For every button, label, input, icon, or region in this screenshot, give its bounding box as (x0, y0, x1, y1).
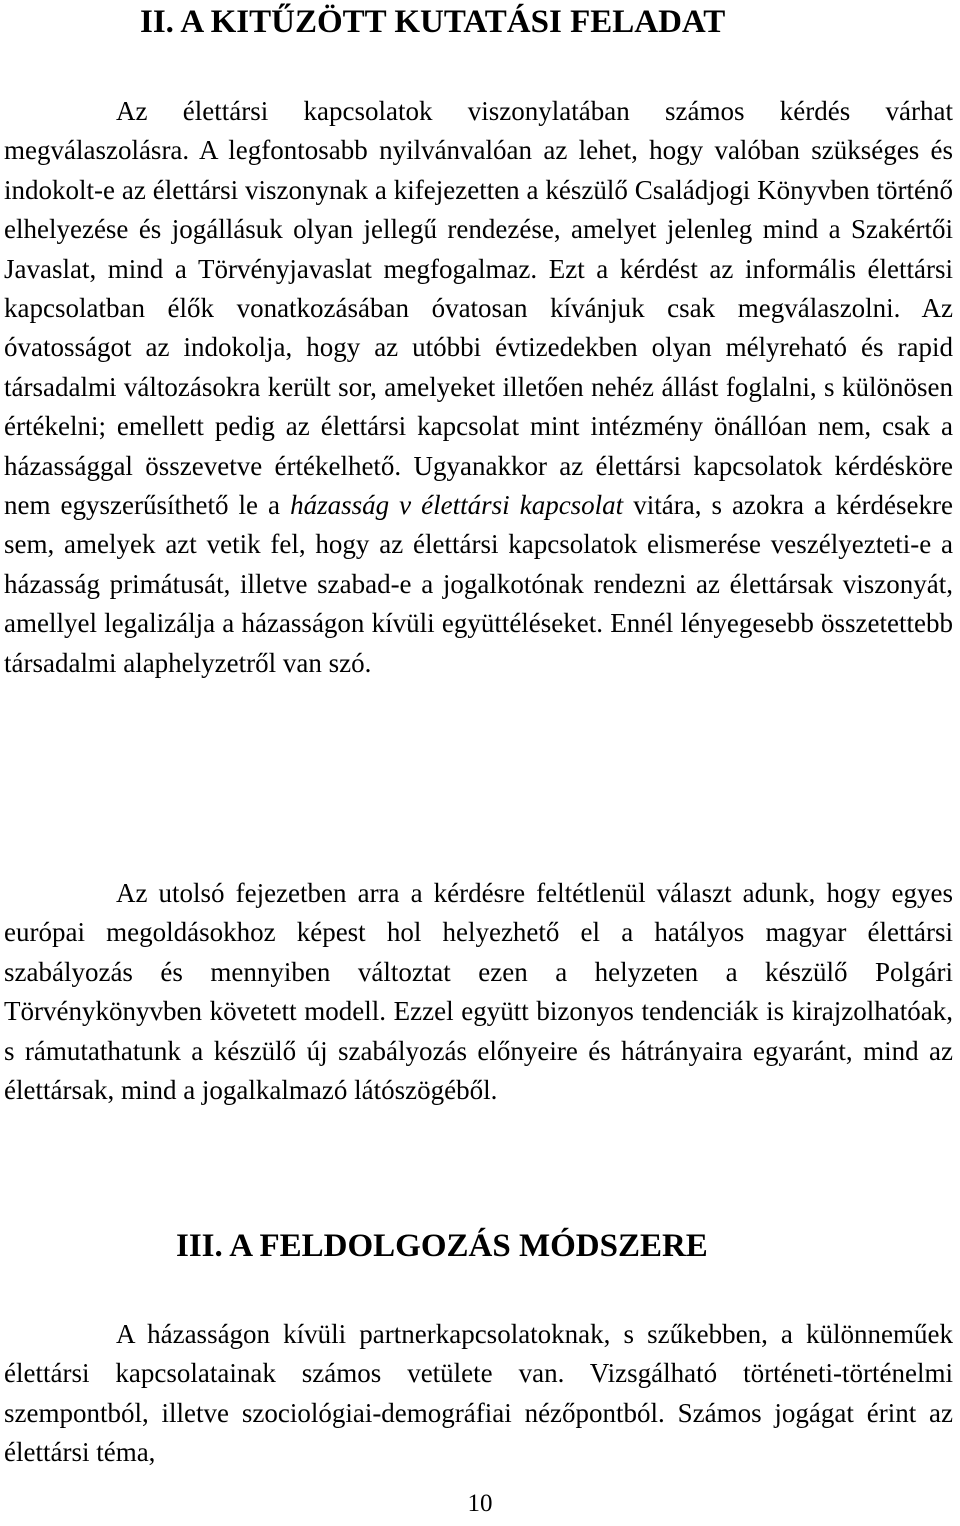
page-number: 10 (467, 1490, 493, 1517)
italic-phrase: házasság v élettársi kapcsolat (290, 490, 624, 521)
section-3-paragraph-1: A házasságon kívüli partnerkapcsolatoknak, s szűkebben, a különneműek élettársi kapcsolatainak számos vetülete van. Vizsgálható történeti-történelmi szempontból, illetve szociológiai-demográfiai nézőpontból. Számos jogágat érint az élettársi téma, (4, 1319, 953, 1468)
paragraph-text: vitára, s azokra a kérdésekre sem, amelyek azt vetik fel, hogy az élettársi kapcsolatok elismerése veszélyezteti-e a házasság primátusát, illetve szabad-e a jogalkotónak rendezni az élettársak viszonyát, amellyel legalizálja a házasságon kívüli együttéléseket. Ennél lényegesebb összetettebb társadalmi alaphelyzetről van szó. (4, 490, 953, 678)
paragraph-text: Az élettársi kapcsolatok viszonylatában számos kérdés várhat megválaszolásra. A legfontosabb nyilvánvalóan az lehet, hogy valóban szükséges és indokolt-e az élettársi viszonynak a kifejezetten a készülő Családjogi Könyvben történő elhelyezése és jogállásuk olyan jellegű rendezése, amelyet jelenleg mind a Szakértői Javaslat, mind a Törvényjavaslat megfogalmaz. Ezt a kérdést az informális élettársi kapcsolatban élők vonatkozásában óvatosan kívánjuk csak megválaszolni. Az óvatosságot az indokolja, hogy az utóbbi évtizedekben olyan mélyreható és rapid társadalmi változásokra került sor, amelyeket illetően nehéz állást foglalni, s különösen értékelni; emellett pedig az élettársi kapcsolat mint intézmény önállóan nem, csak a házassággal összevetve értékelhető. Ugyanakkor az élettársi kapcsolatok kérdésköre nem egyszerűsíthető le a (4, 96, 953, 521)
section-2-heading: II. A KITŰZÖTT KUTATÁSI FELADAT (140, 4, 726, 40)
section-3-heading: III. A FELDOLGOZÁS MÓDSZERE (176, 1228, 708, 1264)
section-2-paragraph-1 (4, 92, 953, 683)
section-2-paragraph-2: Az utolsó fejezetben arra a kérdésre feltétlenül választ adunk, hogy egyes európai megoldásokhoz képest hol helyezhető el a hatályos magyar élettársi szabályozás és mennyiben változtat ezen a helyzeten a készülő Polgári Törvénykönyvben követett modell. Ezzel együtt bizonyos tendenciák is kirajzolhatóak, s rámutathatunk a készülő új szabályozás előnyeire és hátrányaira egyaránt, mind az élettársak, mind a jogalkalmazó látószögéből. (4, 878, 953, 1106)
